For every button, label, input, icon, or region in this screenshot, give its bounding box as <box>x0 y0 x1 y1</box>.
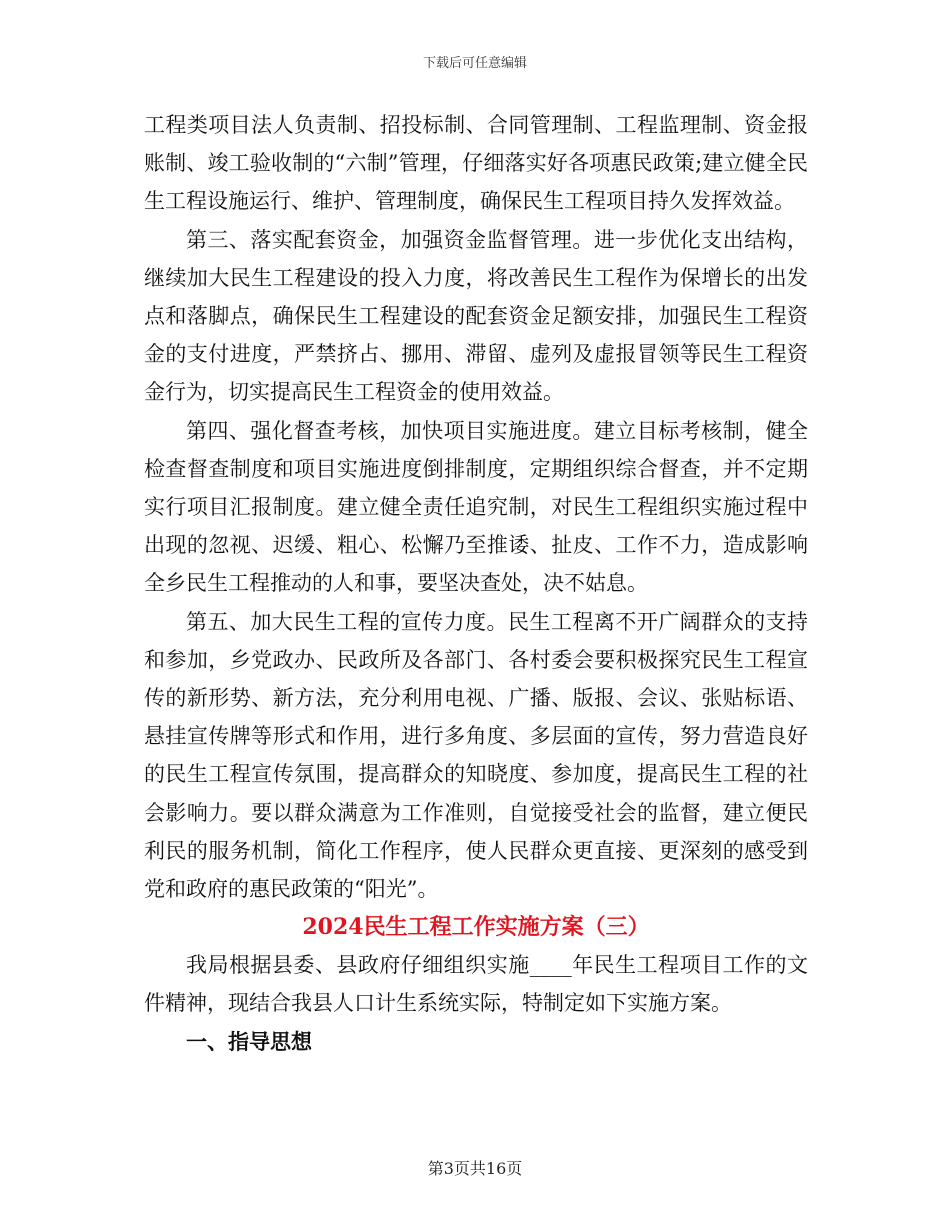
header-note: 下载后可任意编辑 <box>422 56 527 71</box>
paragraph-third-measure: 第三、落实配套资金，加强资金监督管理。进一步优化支出结构，继续加大民生工程建设的投入力度，将改善民生工程作为保增长的出发点和落脚点，确保民生工程建设的配套资金足额安排，加强民生工程资金的支付进度，严禁挤占、挪用、滞留、虚列及虚报冒领等民生工程资金行为，切实提高民生工程资金的使用效益。 <box>144 227 808 405</box>
section-title: 2024民生工程工作实施方案（三） <box>302 914 650 941</box>
page-number: 第3页共16页 <box>427 1159 523 1178</box>
paragraph-fifth-measure: 第五、加大民生工程的宣传力度。民生工程离不开广阔群众的支持和参加，乡党政办、民政所及各部门、各村委会要积极探究民生工程宣传的新形势、新方法，充分利用电视、广播、版报、会议、张贴标语、悬挂宣传牌等形式和作用，进行多角度、多层面的宣传，努力营造良好的民生工程宣传氛围，提高群众的知晓度、参加度，提高民生工程的社会影响力。要以群众满意为工作准则，自觉接受社会的监督，建立便民利民的服务机制，简化工作程序，使人民群众更直接、更深刻的感受到党和政府的惠民政策的“阳光”。 <box>144 609 808 902</box>
paragraph-fourth-measure: 第四、强化督查考核，加快项目实施进度。建立目标考核制，健全检查督查制度和项目实施进度倒排制度，定期组织综合督查，并不定期实行项目汇报制度。建立健全责任追究制，对民生工程组织实施过程中出现的忽视、迟缓、粗心、松懈乃至推诿、扯皮、工作不力，造成影响全乡民生工程推动的人和事，要坚决查处，决不姑息。 <box>144 418 808 596</box>
subheading-guiding-ideology: 一、指导思想 <box>186 1029 312 1054</box>
document-body <box>144 106 808 1061</box>
paragraph-continuation: 工程类项目法人负责制、招投标制、合同管理制、工程监理制、资金报账制、竣工验收制的“六制”管理，仔细落实好各项惠民政策;建立健全民生工程设施运行、维护、管理制度，确保民生工程项目持久发挥效益。 <box>144 113 808 214</box>
intro-paragraph: 我局根据县委、县政府仔细组织实施____年民生工程项目工作的文件精神，现结合我县人口计生系统实际，特制定如下实施方案。 <box>144 953 808 1016</box>
